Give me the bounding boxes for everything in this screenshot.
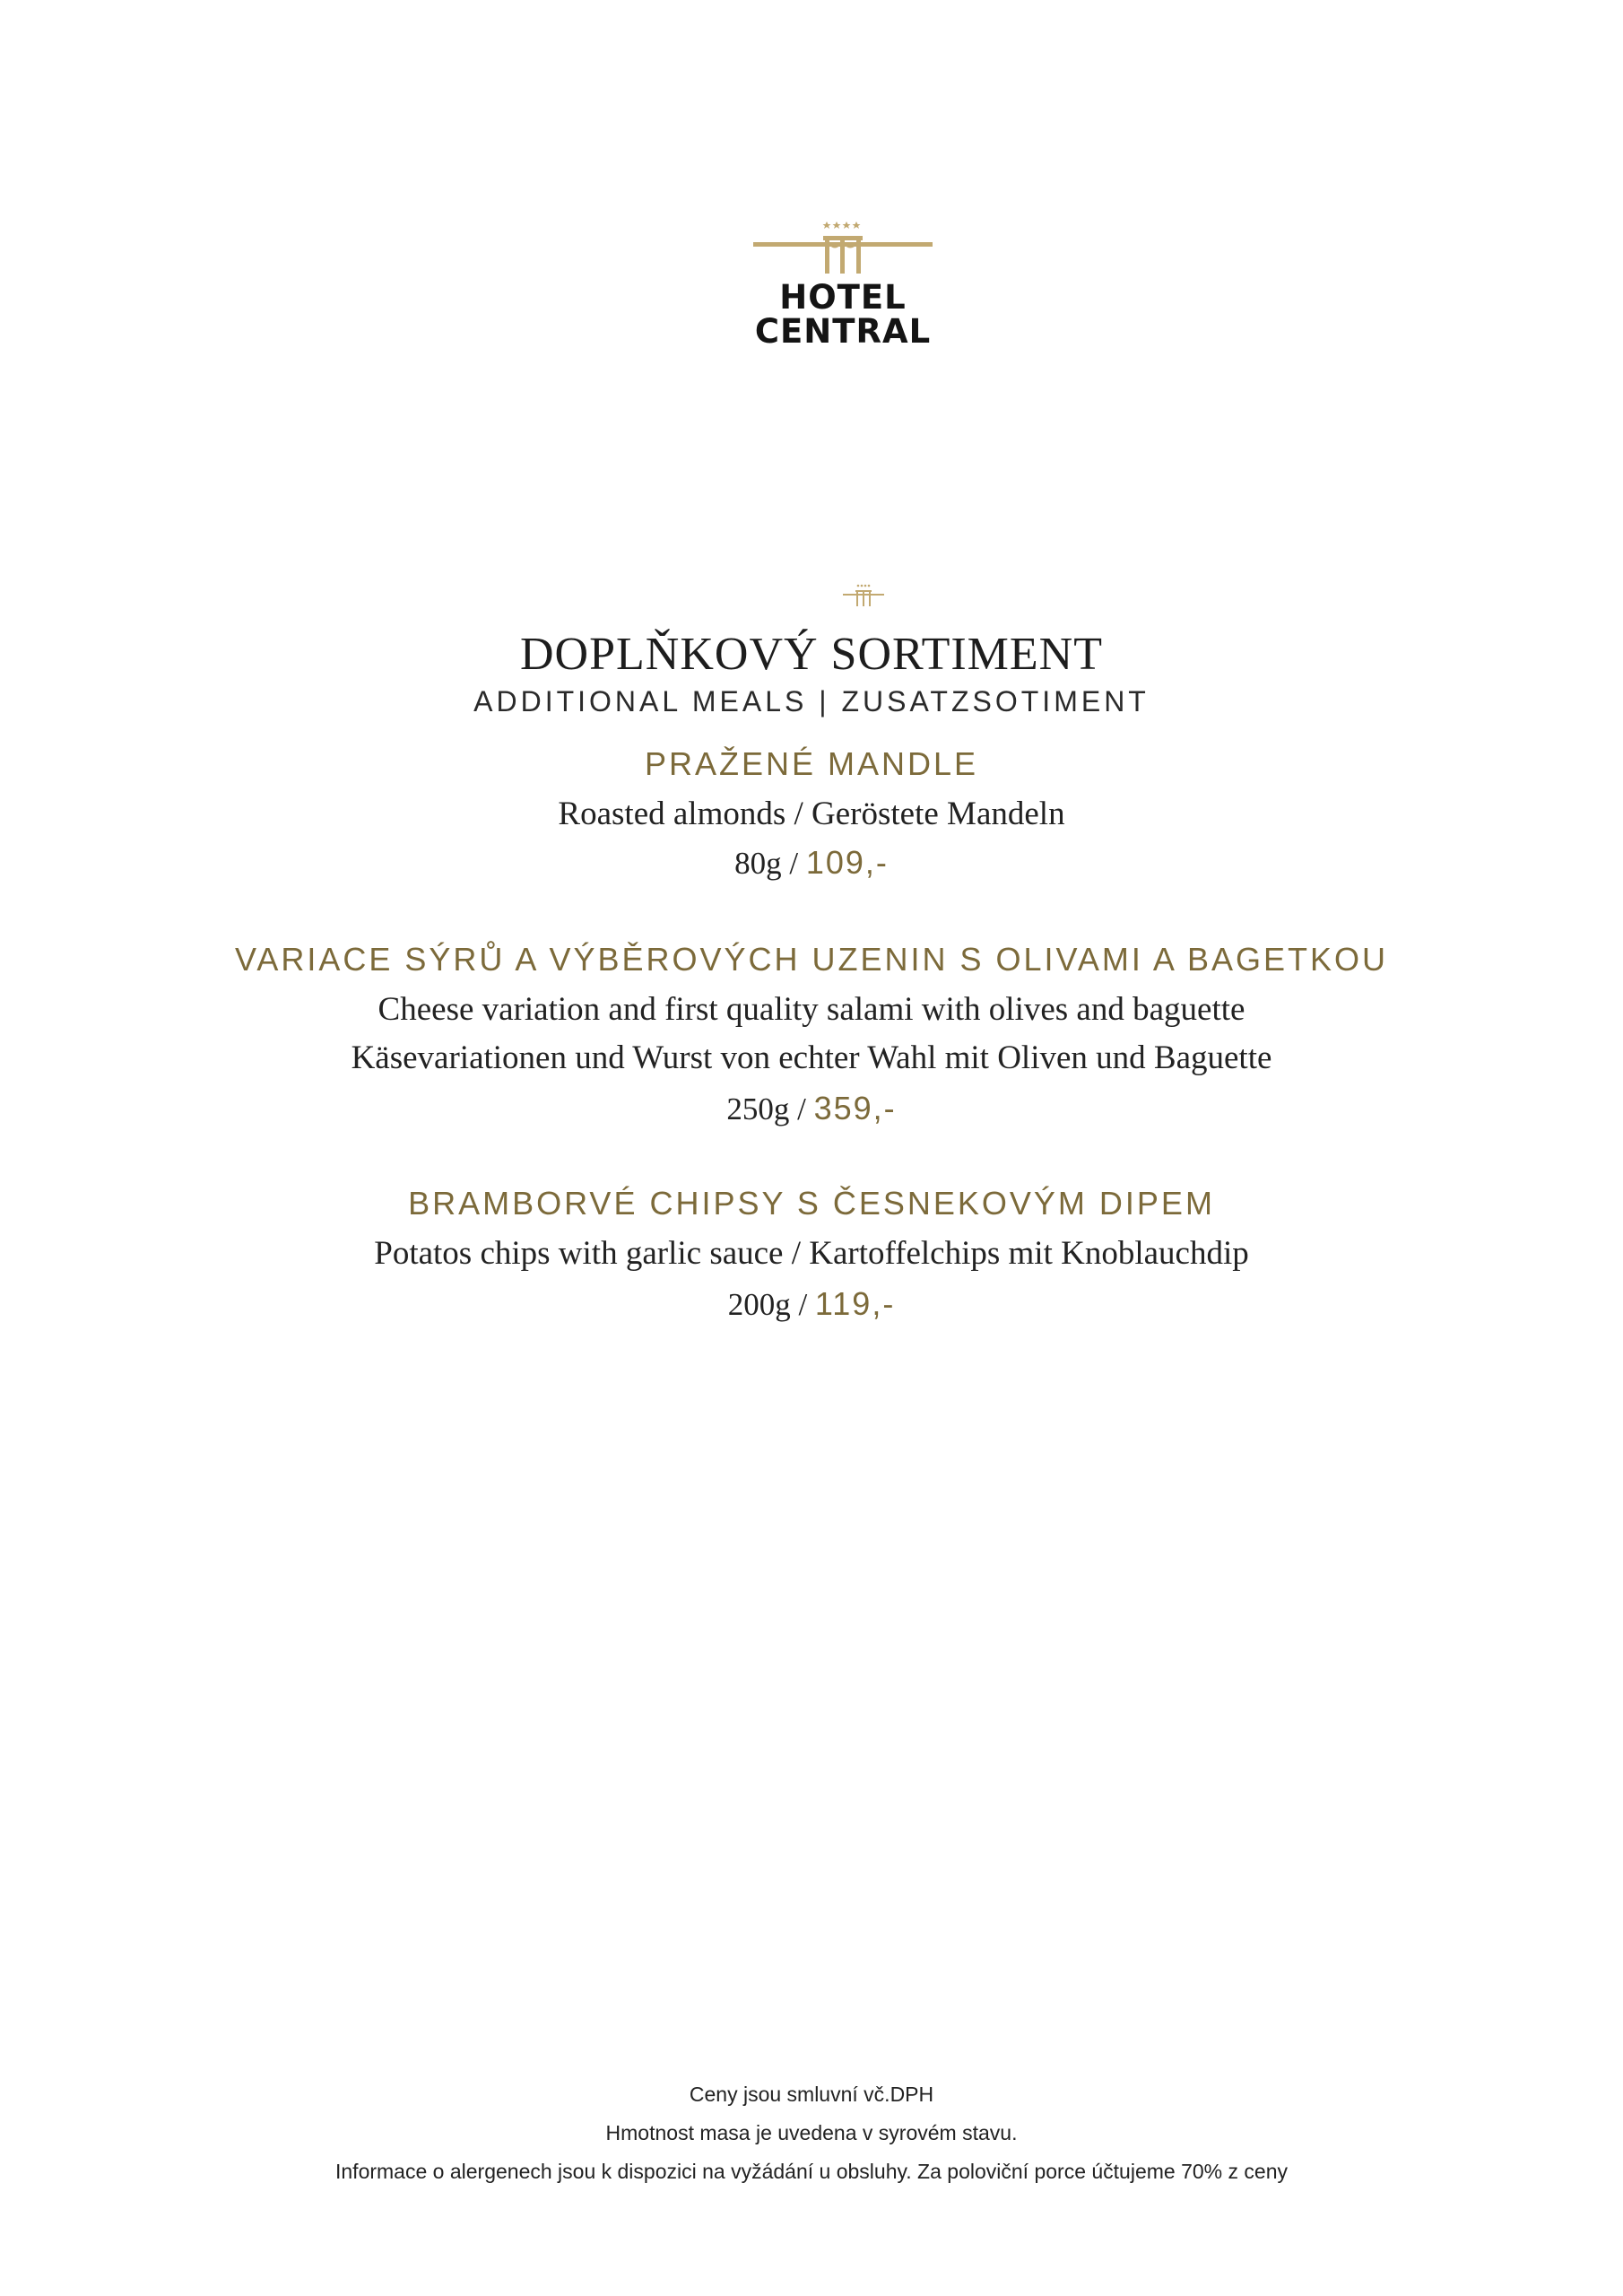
- menu-item-price: 359,-: [813, 1090, 897, 1126]
- hotel-logo-text: [744, 278, 942, 351]
- menu-item-price-line: [0, 1089, 1623, 1129]
- menu-item-description: Cheese variation and first quality salami with olives and baguette: [378, 991, 1245, 1028]
- menu-item-price: 119,-: [814, 1285, 896, 1322]
- menu-item-weight: 250g /: [726, 1091, 806, 1126]
- menu-item-price-line: [0, 843, 1623, 883]
- footer-note-weight: Hmotnost masa je uvedena v syrovém stavu.: [605, 2121, 1018, 2144]
- menu-item-name: PRAŽENÉ MANDLE: [644, 745, 979, 782]
- page-title: DOPLŇKOVÝ SORTIMENT: [520, 629, 1103, 680]
- menu-item-description: Roasted almonds / Geröstete Mandeln: [558, 796, 1065, 832]
- section-mark-icon: [841, 583, 886, 613]
- menu-item-description: Potatos chips with garlic sauce / Kartoffelchips mit Knoblauchdip: [374, 1235, 1249, 1272]
- logo-line-2: CENTRAL: [754, 312, 932, 351]
- menu-item-weight: 80g /: [734, 846, 799, 881]
- menu-item-weight: 200g /: [727, 1287, 808, 1322]
- footer-note-vat: Ceny jsou smluvní vč.DPH: [689, 2083, 934, 2106]
- page-subtitle: ADDITIONAL MEALS | ZUSATZSOTIMENT: [473, 685, 1150, 718]
- logo-line-1: HOTEL: [779, 278, 907, 317]
- hotel-logo: [744, 211, 959, 363]
- menu-item-name: VARIACE SÝRŮ A VÝBĚROVÝCH UZENIN S OLIVAMI A BAGETKOU: [235, 941, 1388, 978]
- menu-item-price-line: [0, 1284, 1623, 1325]
- menu-item-description-de: Käsevariationen und Wurst von echter Wahl mit Oliven und Baguette: [351, 1039, 1272, 1076]
- menu-item-name: BRAMBORVÉ CHIPSY S ČESNEKOVÝM DIPEM: [408, 1185, 1215, 1222]
- footer-note-allergens: Informace o alergenech jsou k dispozici na vyžádání u obsluhy. Za poloviční porce účtujeme 70% z ceny: [335, 2160, 1288, 2183]
- hotel-crown-icon: [753, 211, 933, 278]
- menu-item-price: 109,-: [805, 844, 889, 881]
